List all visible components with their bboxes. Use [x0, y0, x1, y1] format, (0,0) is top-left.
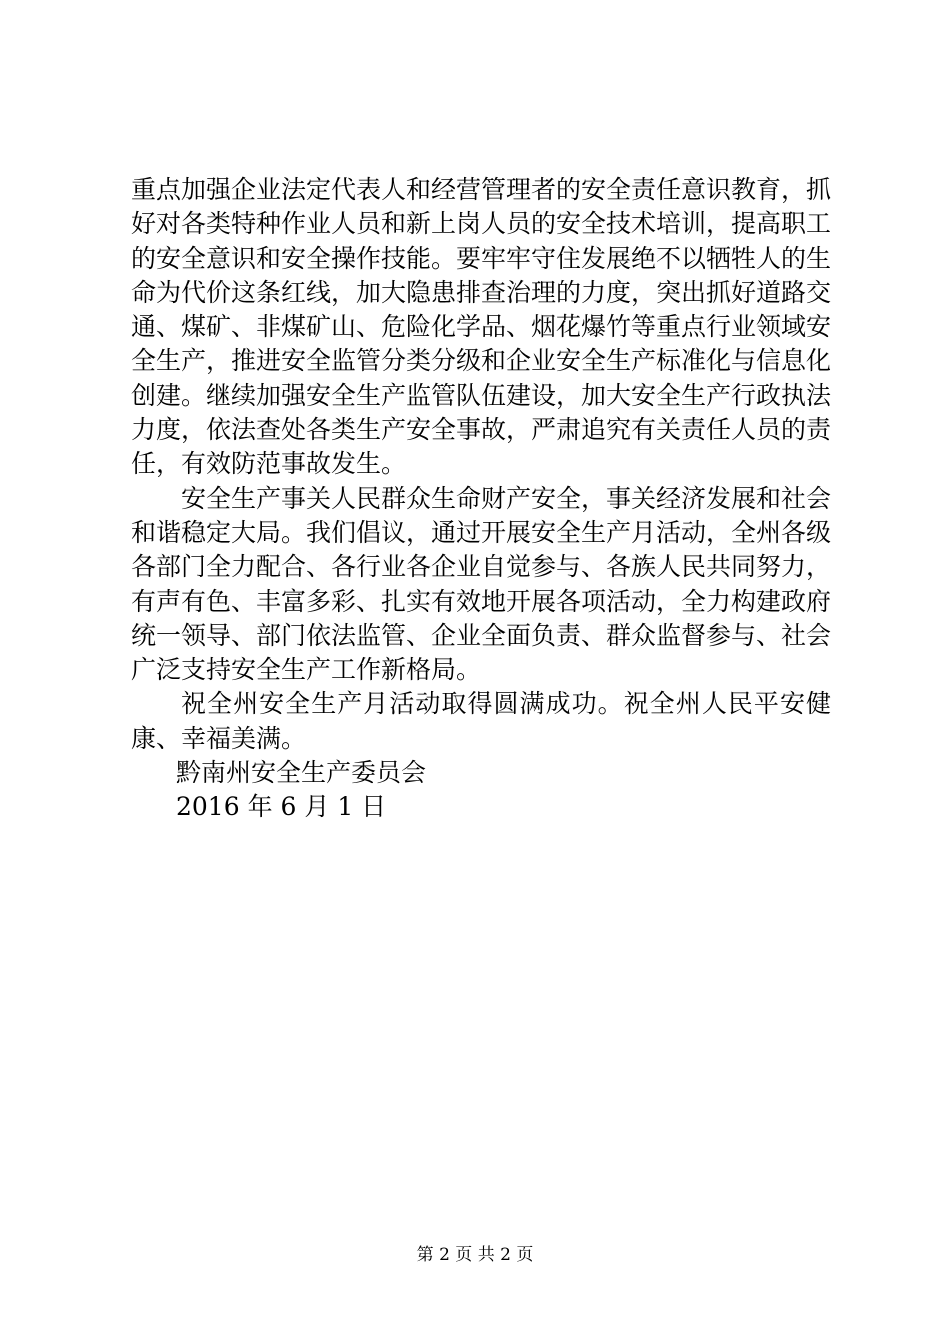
signature-organization: 黔南州安全生产委员会: [176, 758, 427, 788]
paragraph-closing-wish: 祝全州安全生产月活动取得圆满成功。祝全州人民平安健康、幸福美满。: [131, 689, 831, 753]
paragraph-continuation: 重点加强企业法定代表人和经营管理者的安全责任意识教育，抓好对各类特种作业人员和新上岗人员的安全技术培训，提高职工的安全意识和安全操作技能。要牢牢守住发展绝不以牺牲人的生命为代价这条红线，加大隐患排查治理的力度，突出抓好道路交通、煤矿、非煤矿山、危险化学品、烟花爆竹等重点行业领域安全生产，推进安全监管分类分级和企业安全生产标准化与信息化创建。继续加强安全生产监管队伍建设，加大安全生产行政执法力度，依法查处各类生产安全事故，严肃追究有关责任人员的责任，有效防范事故发生。: [131, 175, 832, 479]
page-number-footer: 第 2 页 共 2 页: [416, 1245, 534, 1265]
document-body: [131, 173, 831, 825]
paragraph-initiative: 安全生产事关人民群众生命财产安全，事关经济发展和社会和谐稳定大局。我们倡议，通过开展安全生产月活动，全州各级各部门全力配合、各行业各企业自觉参与、各族人民共同努力，有声有色、丰富多彩、扎实有效地开展各项活动，全力构建政府统一领导、部门依法监管、企业全面负责、群众监督参与、社会广泛支持安全生产工作新格局。: [131, 483, 832, 685]
signature-date: 2016 年 6 月 1 日: [176, 792, 387, 822]
